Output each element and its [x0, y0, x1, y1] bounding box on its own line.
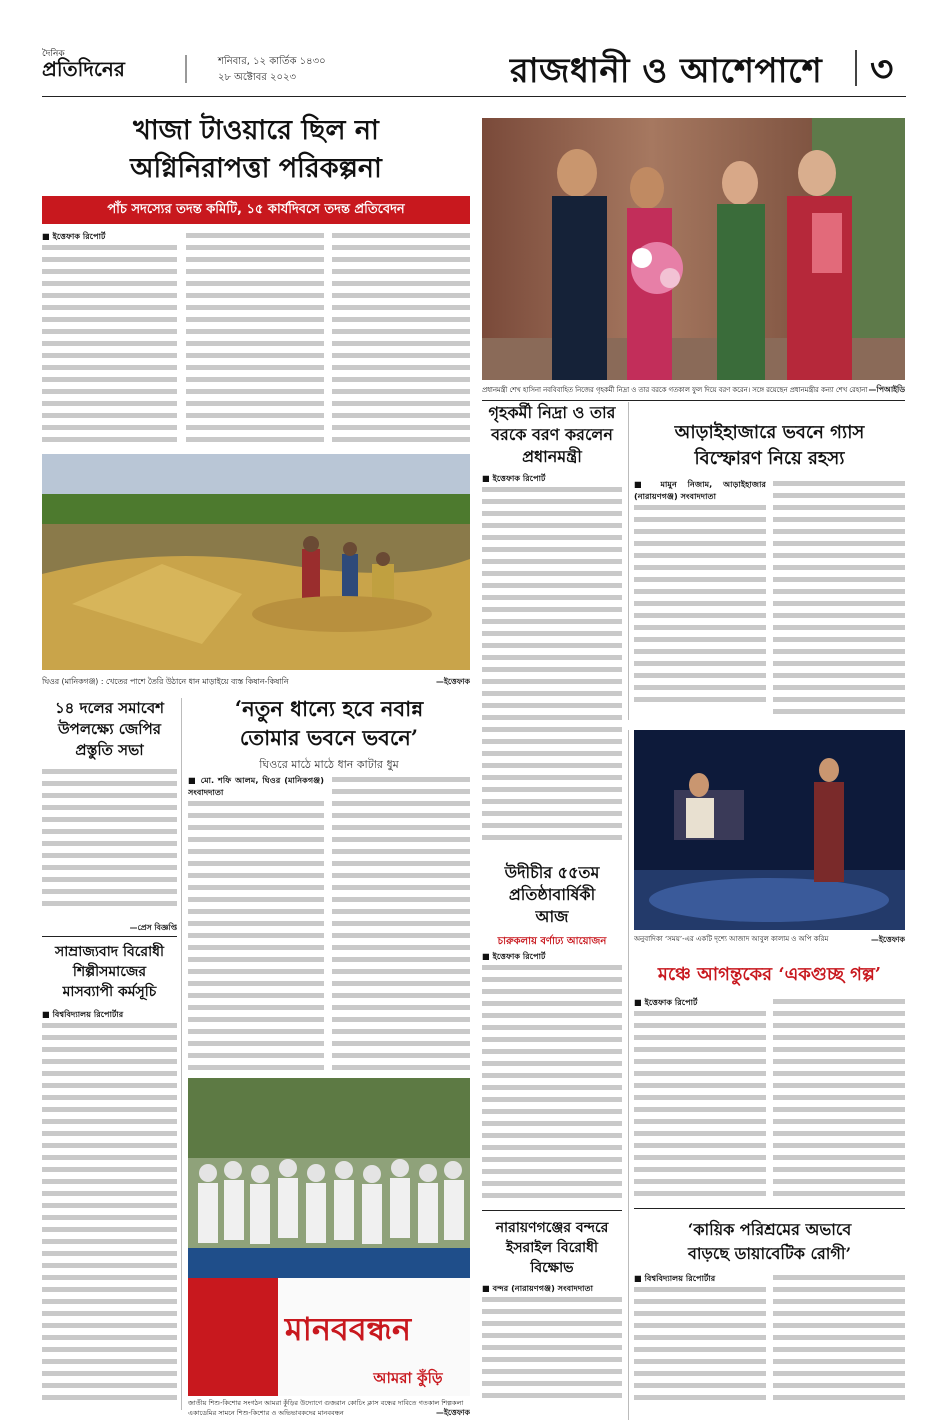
- section-title: রাজধানী ও আশেপাশে: [510, 51, 823, 91]
- lead-column-2: [186, 230, 324, 446]
- udichi-byline: ■ ইত্তেফাক রিপোর্ট: [482, 951, 546, 961]
- gas-story-col-2: [773, 478, 905, 720]
- body-text-placeholder: [332, 230, 470, 446]
- children-badge-text: আমরা কুঁড়ি: [373, 1369, 443, 1387]
- children-protest-photo[interactable]: [188, 1078, 470, 1396]
- children-photo-credit: —ইত্তেফাক: [436, 1408, 470, 1417]
- body-text-placeholder: [773, 478, 905, 718]
- children-photo-caption-row: [188, 1398, 470, 1420]
- udichi-subhead: চারুকলায় বর্ণাঢ্য আয়োজন: [497, 936, 607, 947]
- column-divider: [628, 730, 629, 1420]
- logo-text: প্রতিদিনের: [42, 57, 125, 81]
- pm-photo-credit: —পিআইডি: [868, 385, 905, 394]
- column-divider: [181, 698, 182, 1410]
- nobanno-byline: ■ মো. শফি আলম, ঘিওর (মানিকগঞ্জ) সংবাদদাতা: [188, 775, 324, 797]
- harvest-photo-caption-row: [42, 676, 470, 688]
- body-text-placeholder: [188, 798, 324, 1074]
- body-text-placeholder: [773, 996, 905, 1200]
- body-text-placeholder: [332, 774, 470, 1074]
- lead-byline: ■ ইত্তেফাক রিপোর্ট: [42, 231, 106, 241]
- jp-story-credit: —প্রেস বিজ্ঞপ্তি: [129, 923, 177, 932]
- israel-headline-line2: ইসরাইল বিরোধী: [506, 1240, 598, 1256]
- page-number: ৩: [870, 48, 894, 90]
- theatre-byline: ■ ইত্তেফাক রিপোর্ট: [634, 997, 698, 1007]
- udichi-headline-line1: উদীচীর ৫৫তম: [504, 863, 600, 882]
- gas-story-col-1: [634, 478, 766, 720]
- nobanno-headline-line1: ‘নতুন ধান্যে হবে নবান্ন: [234, 696, 424, 721]
- israel-headline-line1: নারায়ণগঞ্জের বন্দরে: [495, 1220, 609, 1236]
- pm-story-headline-line2: বরকে বরণ করলেন: [491, 425, 613, 444]
- pm-story-headline-line3: প্রধানমন্ত্রী: [522, 447, 582, 466]
- stage-photo-caption-row: [634, 934, 905, 946]
- israel-headline-line3: বিক্ষোভ: [530, 1260, 574, 1276]
- body-text-placeholder: [482, 962, 622, 1200]
- nobanno-col-2: [332, 774, 470, 1074]
- diabetes-top-rule: [634, 1208, 905, 1209]
- jp-headline-line2: উপলক্ষ্যে জেপির: [57, 720, 162, 738]
- artists-headline-line3: মাসব্যাপী কর্মসূচি: [62, 984, 157, 1000]
- gas-story-byline: ■ মামুন নিজাম, আড়াইহাজার (নারায়ণগঞ্জ) সংবাদদাতা: [634, 479, 766, 501]
- logo-prefix: দৈনিক: [42, 49, 65, 59]
- pm-photo[interactable]: [482, 118, 905, 380]
- gas-story-headline-line1: আড়াইহাজারে ভবনে গ্যাস: [674, 422, 865, 443]
- body-text-placeholder: [42, 242, 177, 446]
- artists-headline-line2: শিল্পীসমাজের: [72, 964, 147, 980]
- children-photo-image: [188, 1078, 470, 1396]
- udichi-rule: [482, 1210, 622, 1211]
- theatre-headline[interactable]: মঞ্চে আগন্তুকের ‘একগুচ্ছ গল্প’: [657, 964, 882, 985]
- pm-story-body: [482, 472, 622, 842]
- body-text-placeholder: [634, 1284, 766, 1404]
- date-bengali: শনিবার, ১২ কার্তিক ১৪৩০: [218, 56, 326, 67]
- pm-photo-caption-row: [482, 384, 905, 396]
- harvest-photo-image: [42, 454, 470, 670]
- pm-photo-rule: [482, 400, 905, 401]
- lead-column-3: [332, 230, 470, 446]
- lead-subhead-banner: পাঁচ সদস্যের তদন্ত কমিটি, ১৫ কার্যদিবসে তদন্ত প্রতিবেদন: [42, 196, 470, 224]
- stage-photo[interactable]: [634, 730, 905, 930]
- body-text-placeholder: [482, 484, 622, 842]
- artists-byline: ■ বিশ্ববিদ্যালয় রিপোর্টার: [42, 1009, 124, 1019]
- artists-story-body: [42, 1008, 177, 1410]
- lead-headline[interactable]: [42, 112, 470, 188]
- body-text-placeholder: [42, 766, 177, 910]
- israel-protest-body: [482, 1282, 622, 1410]
- date-gregorian: ২৮ অক্টোবর ২০২৩: [218, 72, 297, 83]
- diabetes-col-2: [773, 1272, 905, 1410]
- section-divider: [855, 50, 857, 86]
- body-text-placeholder: [482, 1294, 622, 1402]
- jp-story-rule: [42, 936, 177, 937]
- nobanno-col-1: [188, 774, 324, 1074]
- body-text-placeholder: [42, 1020, 177, 1404]
- harvest-photo-caption: ঘিওর (মানিকগঞ্জ) : খেতের পাশে তৈরি উঠানে ধান মাড়াইয়ে ব্যস্ত কিষান-কিষানি: [42, 677, 289, 686]
- diabetes-headline-line1: ‘কায়িক পরিশ্রমের অভাবে: [687, 1220, 852, 1239]
- stage-photo-credit: —ইত্তেফাক: [871, 935, 905, 944]
- artists-story-headline[interactable]: [42, 942, 177, 1002]
- newspaper-logo: [42, 50, 167, 90]
- masthead-divider: [185, 55, 187, 83]
- jp-story-headline[interactable]: [42, 698, 177, 761]
- pm-photo-image: [482, 118, 905, 380]
- pm-story-byline: ■ ইত্তেফাক রিপোর্ট: [482, 473, 546, 483]
- pm-photo-caption: প্রধানমন্ত্রী শেখ হাসিনা নববিবাহিত নিজের গৃহকর্মী নিদ্রা ও তার বরকে গতকাল ফুল দিয়ে বরণ করেন। সঙ্গে রয়েছেন প্রধানমন্ত্রীর কন্যা শেখ রেহানা: [482, 386, 868, 394]
- nobanno-subhead: ঘিওরে মাঠে মাঠে ধান কাটার ধুম: [259, 758, 399, 771]
- nobanno-headline-line2: তোমার ভবনে ভবনে’: [239, 725, 419, 750]
- gas-story-headline-line2: বিস্ফোরণ নিয়ে রহস্য: [694, 448, 845, 469]
- jp-headline-line3: প্রস্তুতি সভা: [75, 741, 144, 759]
- pm-story-headline-line1: গৃহকর্মী নিদ্রা ও তার: [488, 403, 616, 422]
- pm-story-headline[interactable]: [482, 402, 622, 468]
- stage-photo-image: [634, 730, 905, 930]
- lead-column-1: [42, 230, 177, 446]
- body-text-placeholder: [634, 502, 766, 706]
- diabetes-headline-line2: বাড়ছে ডায়াবেটিক রোগী’: [687, 1244, 852, 1263]
- udichi-headline-line2: প্রতিষ্ঠাবার্ষিকী: [508, 885, 596, 904]
- lead-headline-line2: অগ্নিনিরাপত্তা পরিকল্পনা: [130, 153, 382, 184]
- udichi-headline[interactable]: [482, 862, 622, 928]
- israel-byline: ■ বন্দর (নারায়ণগঞ্জ) সংবাদদাতা: [482, 1283, 594, 1293]
- body-text-placeholder: [186, 230, 324, 446]
- artists-headline-line1: সাম্রাজ্যবাদ বিরোধী: [54, 944, 165, 960]
- harvest-photo-credit: —ইত্তেফাক: [436, 677, 470, 686]
- udichi-body: [482, 950, 622, 1200]
- jp-story-body: [42, 766, 177, 920]
- diabetes-col-1: [634, 1272, 766, 1410]
- column-divider: [628, 402, 629, 720]
- lead-headline-line1: খাজা টাওয়ারে ছিল না: [133, 115, 379, 146]
- children-banner-text: মানববন্ধন: [284, 1310, 412, 1348]
- body-text-placeholder: [773, 1272, 905, 1404]
- udichi-headline-line3: আজ: [535, 907, 569, 926]
- diabetes-byline: ■ বিশ্ববিদ্যালয় রিপোর্টার: [634, 1273, 716, 1283]
- gas-story-headline[interactable]: [634, 420, 905, 472]
- masthead-rule: [42, 96, 906, 97]
- children-photo-caption: জাতীয় শিশু-কিশোর সংগঠন আমরা কুঁড়ির উদ্যোগে গুজরান কোচিং ক্লাস বন্ধের দাবিতে গতকাল শিল্পকলা একাডেমির সামনে শিশু-কিশোর ও অভিভাবকদের মানববন্ধন: [188, 1399, 464, 1417]
- jp-headline-line1: ১৪ দলের সমাবেশ: [54, 699, 165, 717]
- israel-protest-headline[interactable]: [482, 1218, 622, 1278]
- harvest-photo[interactable]: [42, 454, 470, 670]
- body-text-placeholder: [634, 1008, 766, 1200]
- theatre-col-2: [773, 996, 905, 1202]
- jp-story-credit-row: [42, 922, 177, 933]
- diabetes-headline[interactable]: [634, 1218, 905, 1266]
- nobanno-headline[interactable]: [188, 694, 470, 752]
- theatre-col-1: [634, 996, 766, 1202]
- issue-date: [218, 54, 326, 86]
- stage-photo-caption: অনুবাদিকা ‘সময়’-এর একটি দৃশ্যে আজাদ আবুল কালাম ও অপি করিম: [634, 935, 829, 943]
